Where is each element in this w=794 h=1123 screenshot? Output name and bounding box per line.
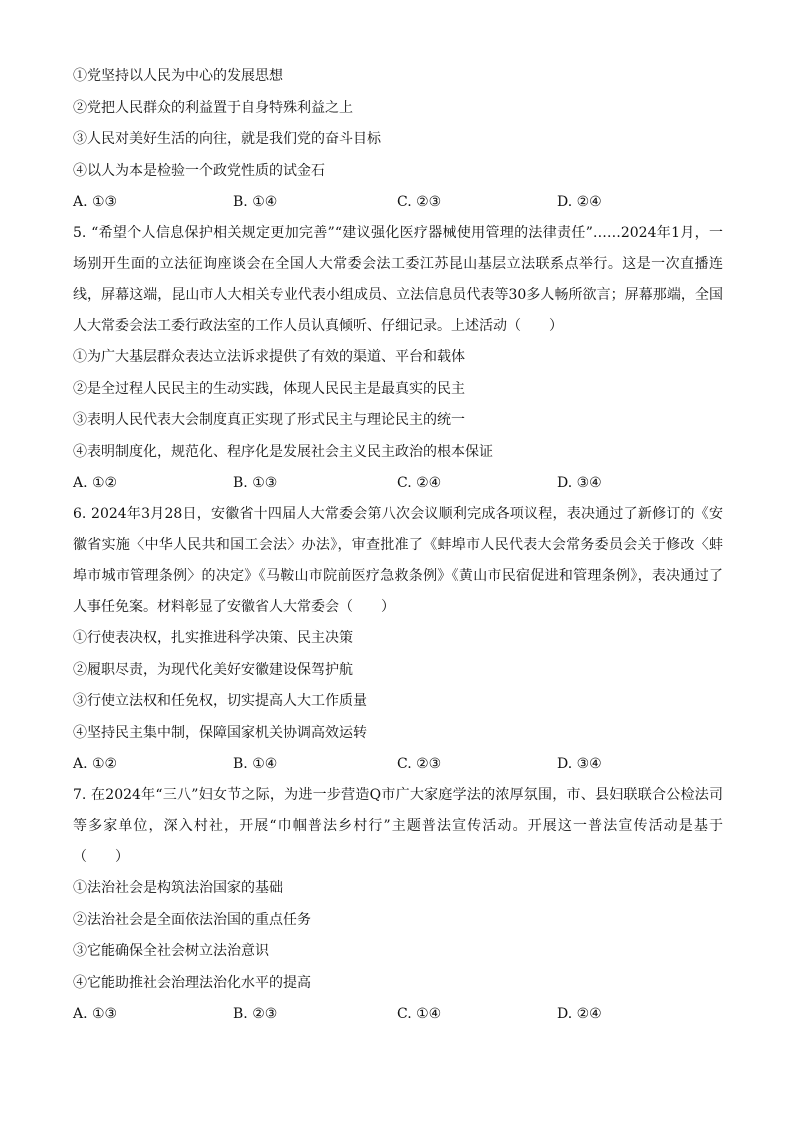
q6-option-d: D. ③④	[557, 756, 602, 772]
q4-option-b: B. ①④	[233, 194, 278, 210]
q5-options	[73, 473, 723, 493]
q5-item-3: ③表明人民代表大会制度真正实现了形式民主与理论民主的统一	[73, 412, 465, 428]
q7-item-1: ①法治社会是构筑法治国家的基础	[73, 880, 283, 896]
q6-option-a: A. ①②	[73, 756, 118, 772]
q7-item-2: ②法治社会是全面依法治国的重点任务	[73, 912, 311, 928]
q4-item-2: ②党把人民群众的利益置于自身特殊利益之上	[73, 100, 353, 116]
q6-item-4: ④坚持民主集中制，保障国家机关协调高效运转	[73, 725, 367, 741]
q7-option-a: A. ①③	[73, 1006, 118, 1022]
q5-option-a: A. ①②	[73, 475, 118, 491]
q4-options	[73, 192, 723, 212]
q4-option-d: D. ②④	[557, 194, 602, 210]
q4-item-1: ①党坚持以人民为中心的发展思想	[73, 68, 283, 84]
q4-item-3: ③人民对美好生活的向往，就是我们党的奋斗目标	[73, 131, 381, 147]
q6-stem: 6. 2024年3月28日，安徽省十四届人大常委会第八次会议顺利完成各项议程，表决通过了新修订的《安徽省实施〈中华人民共和国工会法〉办法》，审查批准了《蚌埠市人民代表大会常务委员会关于修改〈蚌埠市城市管理条例〉的决定》《马鞍山市院前医疗急救条例》《黄山市民宿促进和管理条例》，表决通过了人事任免案。材料彰显了安徽省人大常委会（ ）	[73, 506, 723, 615]
q7-option-b: B. ②③	[233, 1006, 278, 1022]
q6-option-c: C. ②③	[397, 756, 442, 772]
q7-options	[73, 1004, 723, 1024]
q4-item-4: ④以人为本是检验一个政党性质的试金石	[73, 163, 325, 179]
q7-option-d: D. ②④	[557, 1006, 602, 1022]
q7-item-4: ④它能助推社会治理法治化水平的提高	[73, 975, 311, 991]
q5-item-4: ④表明制度化，规范化、程序化是发展社会主义民主政治的根本保证	[73, 444, 493, 460]
q5-item-1: ①为广大基层群众表达立法诉求提供了有效的渠道、平台和载体	[73, 349, 465, 365]
q5-option-b: B. ①③	[233, 475, 278, 491]
q7-option-c: C. ①④	[397, 1006, 442, 1022]
q6-option-b: B. ①④	[233, 756, 278, 772]
q7-stem: 7. 在2024年“三八”妇女节之际，为进一步营造Q市广大家庭学法的浓厚氛围，市、县妇联联合公检法司等多家单位，深入村社，开展“巾帼普法乡村行”主题普法宣传活动。开展这一普法宣传活动是基于（ ）	[73, 787, 723, 865]
q6-item-3: ③行使立法权和任免权，切实提高人大工作质量	[73, 693, 367, 709]
q4-option-c: C. ②③	[397, 194, 442, 210]
q6-item-1: ①行使表决权，扎实推进科学决策、民主决策	[73, 630, 353, 646]
q6-item-2: ②履职尽责，为现代化美好安徽建设保驾护航	[73, 662, 353, 678]
q5-item-2: ②是全过程人民民主的生动实践，体现人民民主是最真实的民主	[73, 381, 465, 397]
q5-stem: 5. “希望个人信息保护相关规定更加完善”“建议强化医疗器械使用管理的法律责任”……2024年1月，一场别开生面的立法征询座谈会在全国人大常委会法工委江苏昆山基层立法联系点举行。这是一次直播连线，屏幕这端，昆山市人大相关专业代表小组成员、立法信息员代表等30多人畅所欲言；屏幕那端，全国人大常委会法工委行政法室的工作人员认真倾听、仔细记录。上述活动（ ）	[73, 225, 723, 334]
q4-option-a: A. ①③	[73, 194, 118, 210]
q7-item-3: ③它能确保全社会树立法治意识	[73, 943, 269, 959]
q5-option-c: C. ②④	[397, 475, 442, 491]
q6-options	[73, 754, 723, 774]
q5-option-d: D. ③④	[557, 475, 602, 491]
